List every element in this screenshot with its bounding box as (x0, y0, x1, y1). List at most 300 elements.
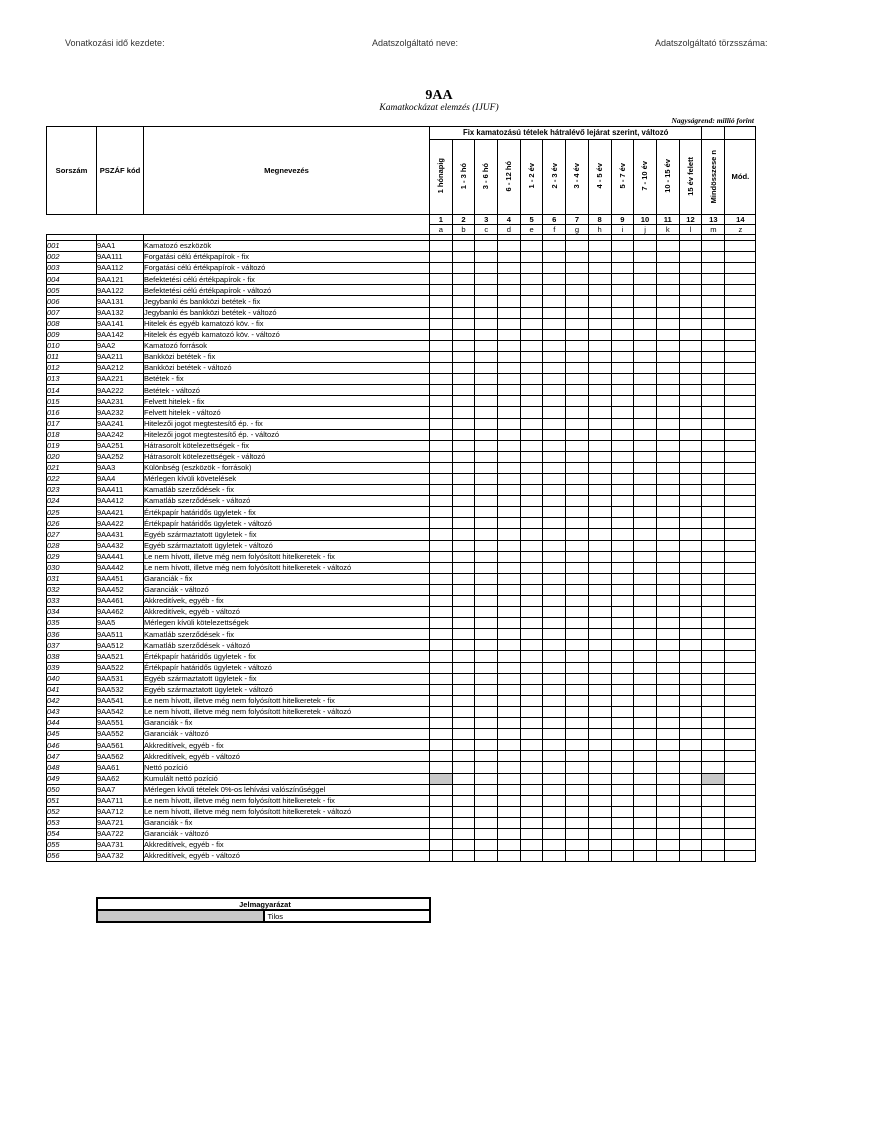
value-cell[interactable] (475, 374, 498, 385)
value-cell[interactable] (452, 629, 475, 640)
value-cell[interactable] (520, 351, 543, 362)
value-cell[interactable] (611, 584, 634, 595)
value-cell[interactable] (702, 396, 725, 407)
value-cell[interactable] (634, 662, 657, 673)
value-cell[interactable] (725, 529, 756, 540)
value-cell[interactable] (702, 695, 725, 706)
value-cell[interactable] (520, 374, 543, 385)
value-cell[interactable] (725, 618, 756, 629)
value-cell[interactable] (566, 773, 589, 784)
value-cell[interactable] (634, 252, 657, 263)
value-cell[interactable] (543, 518, 566, 529)
value-cell[interactable] (566, 363, 589, 374)
value-cell[interactable] (702, 507, 725, 518)
value-cell[interactable] (634, 695, 657, 706)
value-cell[interactable] (725, 673, 756, 684)
value-cell[interactable] (656, 640, 679, 651)
value-cell[interactable] (520, 485, 543, 496)
value-cell[interactable] (475, 440, 498, 451)
value-cell[interactable] (725, 540, 756, 551)
value-cell[interactable] (679, 828, 702, 839)
value-cell[interactable] (520, 629, 543, 640)
value-cell[interactable] (588, 540, 611, 551)
value-cell[interactable] (634, 274, 657, 285)
value-cell[interactable] (543, 252, 566, 263)
value-cell[interactable] (656, 363, 679, 374)
value-cell[interactable] (611, 673, 634, 684)
value-cell[interactable] (430, 396, 453, 407)
value-cell[interactable] (566, 318, 589, 329)
value-cell[interactable] (498, 485, 521, 496)
value-cell[interactable] (498, 429, 521, 440)
value-cell[interactable] (634, 706, 657, 717)
value-cell[interactable] (475, 673, 498, 684)
value-cell[interactable] (498, 274, 521, 285)
value-cell[interactable] (543, 318, 566, 329)
value-cell[interactable] (475, 241, 498, 252)
value-cell[interactable] (702, 263, 725, 274)
value-cell[interactable] (611, 418, 634, 429)
value-cell[interactable] (566, 740, 589, 751)
value-cell[interactable] (725, 418, 756, 429)
value-cell[interactable] (725, 851, 756, 862)
value-cell[interactable] (611, 440, 634, 451)
value-cell[interactable] (588, 241, 611, 252)
value-cell[interactable] (725, 263, 756, 274)
value-cell[interactable] (725, 840, 756, 851)
value-cell[interactable] (725, 374, 756, 385)
value-cell[interactable] (520, 363, 543, 374)
value-cell[interactable] (588, 507, 611, 518)
value-cell[interactable] (520, 651, 543, 662)
value-cell[interactable] (452, 396, 475, 407)
value-cell[interactable] (679, 318, 702, 329)
value-cell[interactable] (656, 684, 679, 695)
value-cell[interactable] (452, 751, 475, 762)
value-cell[interactable] (611, 374, 634, 385)
value-cell[interactable] (520, 307, 543, 318)
value-cell[interactable] (520, 740, 543, 751)
value-cell[interactable] (452, 263, 475, 274)
value-cell[interactable] (679, 806, 702, 817)
value-cell[interactable] (725, 329, 756, 340)
value-cell[interactable] (656, 751, 679, 762)
value-cell[interactable] (588, 473, 611, 484)
value-cell[interactable] (566, 485, 589, 496)
value-cell[interactable] (634, 618, 657, 629)
value-cell[interactable] (452, 573, 475, 584)
value-cell[interactable] (702, 640, 725, 651)
value-cell[interactable] (543, 640, 566, 651)
value-cell[interactable] (543, 540, 566, 551)
value-cell[interactable] (543, 840, 566, 851)
value-cell[interactable] (611, 551, 634, 562)
value-cell[interactable] (430, 662, 453, 673)
value-cell[interactable] (452, 285, 475, 296)
value-cell[interactable] (702, 429, 725, 440)
value-cell[interactable] (634, 329, 657, 340)
value-cell[interactable] (611, 607, 634, 618)
value-cell[interactable] (520, 817, 543, 828)
value-cell[interactable] (430, 440, 453, 451)
value-cell[interactable] (430, 684, 453, 695)
value-cell[interactable] (588, 329, 611, 340)
value-cell[interactable] (498, 828, 521, 839)
value-cell[interactable] (634, 629, 657, 640)
value-cell[interactable] (725, 451, 756, 462)
value-cell[interactable] (702, 651, 725, 662)
value-cell[interactable] (452, 706, 475, 717)
value-cell[interactable] (475, 817, 498, 828)
value-cell[interactable] (475, 551, 498, 562)
value-cell[interactable] (702, 795, 725, 806)
value-cell[interactable] (543, 662, 566, 673)
value-cell[interactable] (543, 817, 566, 828)
value-cell[interactable] (452, 662, 475, 673)
value-cell[interactable] (475, 263, 498, 274)
value-cell[interactable] (543, 329, 566, 340)
value-cell[interactable] (566, 351, 589, 362)
value-cell[interactable] (498, 351, 521, 362)
value-cell[interactable] (702, 462, 725, 473)
value-cell[interactable] (566, 274, 589, 285)
value-cell[interactable] (543, 651, 566, 662)
value-cell[interactable] (475, 596, 498, 607)
value-cell[interactable] (725, 351, 756, 362)
value-cell[interactable] (520, 296, 543, 307)
value-cell[interactable] (588, 429, 611, 440)
value-cell[interactable] (475, 762, 498, 773)
value-cell[interactable] (543, 562, 566, 573)
value-cell[interactable] (588, 551, 611, 562)
value-cell[interactable] (725, 640, 756, 651)
value-cell[interactable] (566, 263, 589, 274)
value-cell[interactable] (475, 462, 498, 473)
value-cell[interactable] (634, 851, 657, 862)
value-cell[interactable] (543, 274, 566, 285)
value-cell[interactable] (566, 241, 589, 252)
value-cell[interactable] (520, 718, 543, 729)
value-cell[interactable] (543, 706, 566, 717)
value-cell[interactable] (611, 241, 634, 252)
value-cell[interactable] (656, 773, 679, 784)
value-cell[interactable] (566, 573, 589, 584)
value-cell[interactable] (679, 640, 702, 651)
value-cell[interactable] (679, 695, 702, 706)
value-cell[interactable] (475, 729, 498, 740)
value-cell[interactable] (566, 662, 589, 673)
value-cell[interactable] (725, 385, 756, 396)
value-cell[interactable] (702, 252, 725, 263)
value-cell[interactable] (520, 462, 543, 473)
value-cell[interactable] (520, 529, 543, 540)
value-cell[interactable] (452, 252, 475, 263)
value-cell[interactable] (588, 451, 611, 462)
value-cell[interactable] (634, 473, 657, 484)
value-cell[interactable] (588, 496, 611, 507)
value-cell[interactable] (702, 607, 725, 618)
value-cell[interactable] (725, 607, 756, 618)
value-cell[interactable] (543, 673, 566, 684)
value-cell[interactable] (475, 751, 498, 762)
value-cell[interactable] (702, 418, 725, 429)
value-cell[interactable] (430, 562, 453, 573)
value-cell[interactable] (520, 773, 543, 784)
value-cell[interactable] (452, 817, 475, 828)
value-cell[interactable] (634, 740, 657, 751)
value-cell[interactable] (725, 318, 756, 329)
value-cell[interactable] (520, 407, 543, 418)
value-cell[interactable] (543, 806, 566, 817)
value-cell[interactable] (498, 529, 521, 540)
value-cell[interactable] (475, 407, 498, 418)
value-cell[interactable] (543, 773, 566, 784)
value-cell[interactable] (498, 496, 521, 507)
value-cell[interactable] (725, 718, 756, 729)
value-cell[interactable] (656, 296, 679, 307)
value-cell[interactable] (588, 340, 611, 351)
value-cell[interactable] (702, 584, 725, 595)
value-cell[interactable] (679, 285, 702, 296)
value-cell[interactable] (611, 596, 634, 607)
value-cell[interactable] (566, 418, 589, 429)
value-cell[interactable] (679, 573, 702, 584)
value-cell[interactable] (430, 307, 453, 318)
value-cell[interactable] (452, 684, 475, 695)
value-cell[interactable] (588, 695, 611, 706)
value-cell[interactable] (475, 851, 498, 862)
value-cell[interactable] (566, 440, 589, 451)
value-cell[interactable] (566, 584, 589, 595)
value-cell[interactable] (702, 817, 725, 828)
value-cell[interactable] (702, 340, 725, 351)
value-cell[interactable] (543, 363, 566, 374)
value-cell[interactable] (702, 729, 725, 740)
value-cell[interactable] (634, 762, 657, 773)
value-cell[interactable] (588, 374, 611, 385)
value-cell[interactable] (498, 540, 521, 551)
value-cell[interactable] (520, 518, 543, 529)
value-cell[interactable] (656, 662, 679, 673)
value-cell[interactable] (679, 795, 702, 806)
value-cell[interactable] (452, 795, 475, 806)
value-cell[interactable] (656, 762, 679, 773)
value-cell[interactable] (543, 473, 566, 484)
value-cell[interactable] (430, 828, 453, 839)
value-cell[interactable] (452, 806, 475, 817)
value-cell[interactable] (588, 584, 611, 595)
value-cell[interactable] (634, 540, 657, 551)
value-cell[interactable] (520, 751, 543, 762)
value-cell[interactable] (452, 540, 475, 551)
value-cell[interactable] (656, 507, 679, 518)
value-cell[interactable] (430, 496, 453, 507)
value-cell[interactable] (588, 751, 611, 762)
value-cell[interactable] (452, 640, 475, 651)
value-cell[interactable] (475, 473, 498, 484)
value-cell[interactable] (634, 806, 657, 817)
value-cell[interactable] (656, 329, 679, 340)
value-cell[interactable] (543, 451, 566, 462)
value-cell[interactable] (656, 673, 679, 684)
value-cell[interactable] (498, 307, 521, 318)
value-cell[interactable] (725, 429, 756, 440)
value-cell[interactable] (634, 385, 657, 396)
value-cell[interactable] (679, 241, 702, 252)
value-cell[interactable] (520, 285, 543, 296)
value-cell[interactable] (475, 363, 498, 374)
value-cell[interactable] (702, 784, 725, 795)
value-cell[interactable] (475, 773, 498, 784)
value-cell[interactable] (498, 418, 521, 429)
value-cell[interactable] (588, 684, 611, 695)
value-cell[interactable] (543, 851, 566, 862)
value-cell[interactable] (543, 584, 566, 595)
value-cell[interactable] (588, 795, 611, 806)
value-cell[interactable] (656, 252, 679, 263)
value-cell[interactable] (702, 706, 725, 717)
value-cell[interactable] (543, 551, 566, 562)
value-cell[interactable] (475, 806, 498, 817)
value-cell[interactable] (543, 374, 566, 385)
value-cell[interactable] (725, 407, 756, 418)
value-cell[interactable] (634, 263, 657, 274)
value-cell[interactable] (702, 329, 725, 340)
value-cell[interactable] (452, 596, 475, 607)
value-cell[interactable] (498, 285, 521, 296)
value-cell[interactable] (656, 729, 679, 740)
value-cell[interactable] (679, 496, 702, 507)
value-cell[interactable] (679, 451, 702, 462)
value-cell[interactable] (430, 385, 453, 396)
value-cell[interactable] (520, 241, 543, 252)
value-cell[interactable] (679, 329, 702, 340)
value-cell[interactable] (452, 451, 475, 462)
value-cell[interactable] (725, 795, 756, 806)
value-cell[interactable] (588, 640, 611, 651)
value-cell[interactable] (566, 374, 589, 385)
value-cell[interactable] (725, 806, 756, 817)
value-cell[interactable] (566, 817, 589, 828)
value-cell[interactable] (520, 418, 543, 429)
value-cell[interactable] (452, 729, 475, 740)
value-cell[interactable] (543, 607, 566, 618)
value-cell[interactable] (430, 263, 453, 274)
value-cell[interactable] (543, 241, 566, 252)
value-cell[interactable] (702, 363, 725, 374)
value-cell[interactable] (566, 529, 589, 540)
value-cell[interactable] (725, 740, 756, 751)
value-cell[interactable] (702, 407, 725, 418)
value-cell[interactable] (656, 806, 679, 817)
value-cell[interactable] (656, 496, 679, 507)
value-cell[interactable] (452, 840, 475, 851)
value-cell[interactable] (679, 684, 702, 695)
value-cell[interactable] (520, 429, 543, 440)
value-cell[interactable] (475, 784, 498, 795)
value-cell[interactable] (543, 496, 566, 507)
value-cell[interactable] (498, 462, 521, 473)
value-cell[interactable] (520, 828, 543, 839)
value-cell[interactable] (452, 673, 475, 684)
value-cell[interactable] (634, 640, 657, 651)
value-cell[interactable] (656, 340, 679, 351)
value-cell[interactable] (611, 573, 634, 584)
value-cell[interactable] (566, 729, 589, 740)
value-cell[interactable] (679, 706, 702, 717)
value-cell[interactable] (498, 806, 521, 817)
value-cell[interactable] (543, 795, 566, 806)
value-cell[interactable] (679, 540, 702, 551)
value-cell[interactable] (634, 529, 657, 540)
value-cell[interactable] (475, 640, 498, 651)
value-cell[interactable] (498, 851, 521, 862)
value-cell[interactable] (588, 718, 611, 729)
value-cell[interactable] (588, 462, 611, 473)
value-cell[interactable] (702, 806, 725, 817)
value-cell[interactable] (430, 840, 453, 851)
value-cell[interactable] (566, 640, 589, 651)
value-cell[interactable] (452, 773, 475, 784)
value-cell[interactable] (656, 374, 679, 385)
value-cell[interactable] (634, 773, 657, 784)
value-cell[interactable] (566, 806, 589, 817)
value-cell[interactable] (452, 718, 475, 729)
value-cell[interactable] (430, 673, 453, 684)
value-cell[interactable] (452, 529, 475, 540)
value-cell[interactable] (566, 629, 589, 640)
value-cell[interactable] (656, 851, 679, 862)
value-cell[interactable] (656, 629, 679, 640)
value-cell[interactable] (566, 518, 589, 529)
value-cell[interactable] (679, 673, 702, 684)
value-cell[interactable] (498, 596, 521, 607)
value-cell[interactable] (702, 851, 725, 862)
value-cell[interactable] (475, 252, 498, 263)
value-cell[interactable] (566, 651, 589, 662)
value-cell[interactable] (520, 340, 543, 351)
value-cell[interactable] (566, 496, 589, 507)
value-cell[interactable] (520, 640, 543, 651)
value-cell[interactable] (566, 451, 589, 462)
value-cell[interactable] (543, 429, 566, 440)
value-cell[interactable] (725, 706, 756, 717)
value-cell[interactable] (611, 729, 634, 740)
value-cell[interactable] (543, 784, 566, 795)
value-cell[interactable] (520, 473, 543, 484)
value-cell[interactable] (520, 540, 543, 551)
value-cell[interactable] (430, 296, 453, 307)
value-cell[interactable] (702, 485, 725, 496)
value-cell[interactable] (475, 329, 498, 340)
value-cell[interactable] (634, 684, 657, 695)
value-cell[interactable] (679, 851, 702, 862)
value-cell[interactable] (566, 407, 589, 418)
value-cell[interactable] (634, 607, 657, 618)
value-cell[interactable] (430, 751, 453, 762)
value-cell[interactable] (543, 828, 566, 839)
value-cell[interactable] (679, 485, 702, 496)
value-cell[interactable] (520, 507, 543, 518)
value-cell[interactable] (452, 340, 475, 351)
value-cell[interactable] (679, 584, 702, 595)
value-cell[interactable] (725, 440, 756, 451)
value-cell[interactable] (475, 340, 498, 351)
value-cell[interactable] (611, 329, 634, 340)
value-cell[interactable] (452, 551, 475, 562)
value-cell[interactable] (452, 762, 475, 773)
value-cell[interactable] (611, 828, 634, 839)
